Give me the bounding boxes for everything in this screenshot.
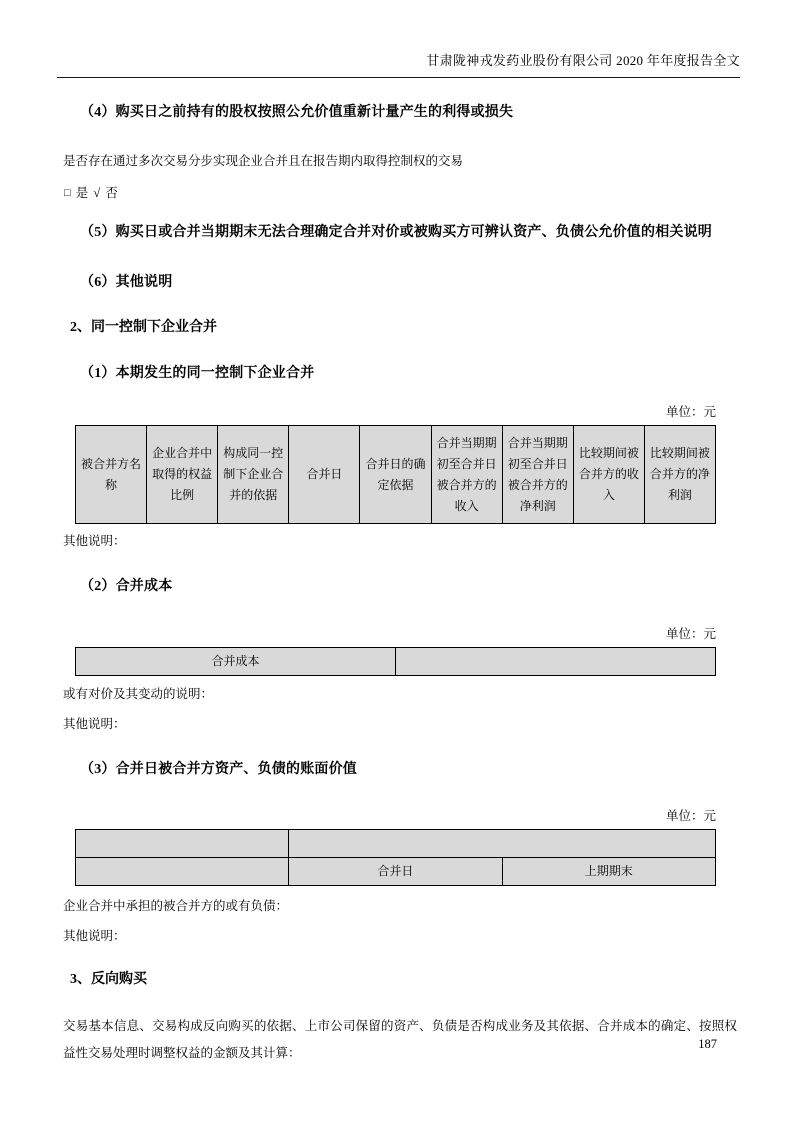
no-label: 否 [105, 186, 119, 200]
page-header-title: 甘肃陇神戎发药业股份有限公司 2020 年年度报告全文 [57, 50, 740, 78]
unit-label: 单位：元 [665, 809, 716, 823]
page-content [57, 78, 737, 1080]
table-cell-empty [76, 858, 289, 886]
other-note-1: 其他说明： [63, 534, 126, 548]
th-compare-period-revenue: 比较期间被合并方的收入 [573, 426, 644, 524]
cost-value-cell [396, 648, 716, 676]
section-heading-book-value: （3）合并日被合并方资产、负债的账面价值 [80, 762, 357, 777]
unit-label: 单位：元 [665, 405, 716, 419]
section-heading-5: （5）购买日或合并当期期末无法合理确定合并对价或被购买方可辨认资产、负债公允价值的相关说明 [80, 225, 712, 240]
reverse-purchase-paragraph: 交易基本信息、交易构成反向购买的依据、上市公司保留的资产、负债是否构成业务及其依据、合并成本的确定、按照权益性交易处理时调整权益的金额及其计算： [63, 1019, 737, 1060]
heading-reverse-purchase: 3、反向购买 [70, 972, 147, 987]
yes-label: 是 [75, 186, 90, 200]
cost-label-cell: 合并成本 [76, 648, 396, 676]
table-cell-empty [76, 830, 289, 858]
merger-table-block [75, 402, 716, 524]
other-note-2: 其他说明： [63, 717, 126, 731]
section-heading-6: （6）其他说明 [80, 275, 173, 290]
unit-label: 单位：元 [665, 627, 716, 641]
th-merge-date: 合并日 [289, 426, 360, 524]
table-header-row [76, 426, 716, 524]
contingent-consideration-note: 或有对价及其变动的说明： [63, 687, 214, 701]
col-header-merge-date: 合并日 [289, 858, 502, 886]
table-row [76, 648, 716, 676]
th-revenue-to-merge-date: 合并当期期初至合并日被合并方的收入 [431, 426, 502, 524]
checkmark-icon: √ [93, 186, 102, 200]
contingent-liability-note: 企业合并中承担的被合并方的或有负债： [63, 899, 289, 913]
th-merged-party-name: 被合并方名称 [76, 426, 147, 524]
other-note-3: 其他说明： [63, 929, 126, 943]
table-header-row [76, 858, 716, 886]
th-net-profit-to-merge-date: 合并当期期初至合并日被合并方的净利润 [502, 426, 573, 524]
multi-step-question: 是否存在通过多次交易分步实现企业合并且在报告期内取得控制权的交易 [63, 154, 464, 168]
merger-table [75, 425, 716, 524]
table-row [76, 830, 716, 858]
th-same-control-basis: 构成同一控制下企业合并的依据 [218, 426, 289, 524]
page-number: 187 [698, 1037, 717, 1051]
book-value-table-block [75, 806, 716, 886]
table-cell-empty [289, 830, 716, 858]
yes-no-checkbox-line [64, 183, 737, 201]
checkbox-unchecked-icon: □ [64, 187, 72, 199]
cost-table-block [75, 624, 716, 676]
heading-same-control-merger: 2、同一控制下企业合并 [70, 320, 217, 335]
section-heading-cost: （2）合并成本 [80, 579, 173, 594]
th-equity-ratio: 企业合并中取得的权益比例 [147, 426, 218, 524]
cost-table [75, 647, 716, 676]
th-compare-period-net-profit: 比较期间被合并方的净利润 [644, 426, 715, 524]
section-heading-4: （4）购买日之前持有的股权按照公允价值重新计量产生的利得或损失 [80, 105, 514, 120]
subsection-heading-1: （1）本期发生的同一控制下企业合并 [80, 366, 315, 381]
th-merge-date-basis: 合并日的确定依据 [360, 426, 431, 524]
col-header-prior-period-end: 上期期末 [502, 858, 715, 886]
book-value-table [75, 829, 716, 886]
